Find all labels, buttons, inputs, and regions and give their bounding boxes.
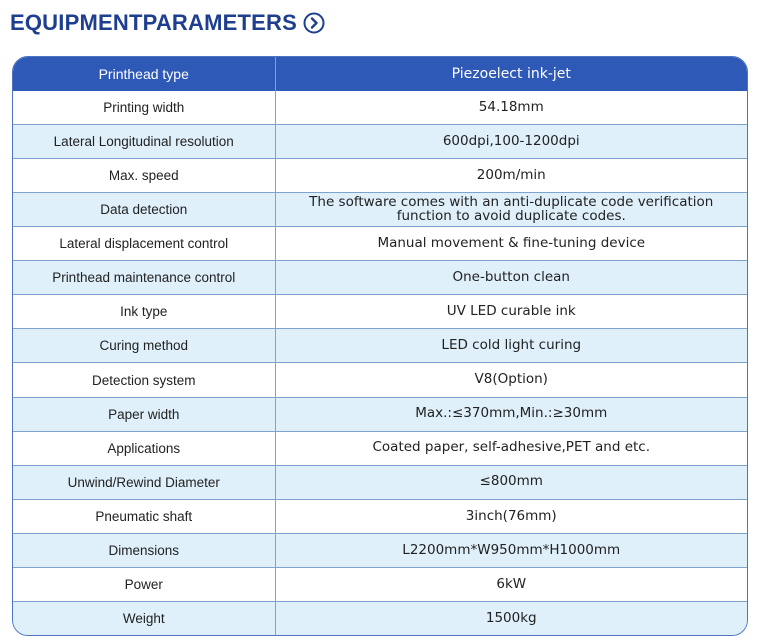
param-value: ≤800mm: [275, 465, 747, 499]
param-value: 6kW: [275, 567, 747, 601]
param-value: Coated paper, self-adhesive,PET and etc.: [275, 431, 747, 465]
circle-chevron-right-icon: [303, 12, 325, 34]
param-label: Unwind/Rewind Diameter: [13, 465, 275, 499]
param-value: Max.:≤370mm,Min.:≥30mm: [275, 397, 747, 431]
param-value: Manual movement & fine-tuning device: [275, 227, 747, 261]
param-label: Dimensions: [13, 533, 275, 567]
table-row: [13, 567, 747, 601]
table-row: [13, 431, 747, 465]
page-title: EQUIPMENTPARAMETERS: [10, 10, 297, 35]
param-value: L2200mm*W950mm*H1000mm: [275, 533, 747, 567]
table-row: [13, 91, 747, 125]
table-row: [13, 601, 747, 635]
page-heading: [10, 6, 325, 40]
param-value: UV LED curable ink: [275, 295, 747, 329]
param-label: Printhead maintenance control: [13, 261, 275, 295]
table-row: [13, 499, 747, 533]
table-row: [13, 533, 747, 567]
param-label: Weight: [13, 601, 275, 635]
table-row: [13, 261, 747, 295]
param-value: 1500kg: [275, 601, 747, 635]
param-value: 3inch(76mm): [275, 499, 747, 533]
table-row: [13, 363, 747, 397]
param-value: LED cold light curing: [275, 329, 747, 363]
table-row: [13, 159, 747, 193]
param-value: V8(Option): [275, 363, 747, 397]
header-label-cell: Printhead type: [13, 57, 275, 91]
param-label: Paper width: [13, 397, 275, 431]
param-label: Data detection: [13, 193, 275, 227]
param-label: Curing method: [13, 329, 275, 363]
param-label: Ink type: [13, 295, 275, 329]
table-row: [13, 125, 747, 159]
param-value: One-button clean: [275, 261, 747, 295]
table-row: [13, 295, 747, 329]
param-value: 200m/min: [275, 159, 747, 193]
param-label: Lateral Longitudinal resolution: [13, 125, 275, 159]
param-label: Max. speed: [13, 159, 275, 193]
param-label: Applications: [13, 431, 275, 465]
param-label: Pneumatic shaft: [13, 499, 275, 533]
param-value: The software comes with an anti-duplicate code verification function to avoid duplicate codes.: [275, 193, 747, 227]
table-row: [13, 193, 747, 227]
header-value-cell: Piezoelect ink-jet: [275, 57, 747, 91]
param-label: Detection system: [13, 363, 275, 397]
param-value: 54.18mm: [275, 91, 747, 125]
table-row: [13, 329, 747, 363]
table-row: [13, 227, 747, 261]
param-label: Lateral displacement control: [13, 227, 275, 261]
param-label: Power: [13, 567, 275, 601]
table-row: [13, 397, 747, 431]
param-value: 600dpi,100-1200dpi: [275, 125, 747, 159]
parameters-table: [12, 56, 748, 636]
table-header-row: [13, 57, 747, 91]
param-label: Printing width: [13, 91, 275, 125]
table-row: [13, 465, 747, 499]
